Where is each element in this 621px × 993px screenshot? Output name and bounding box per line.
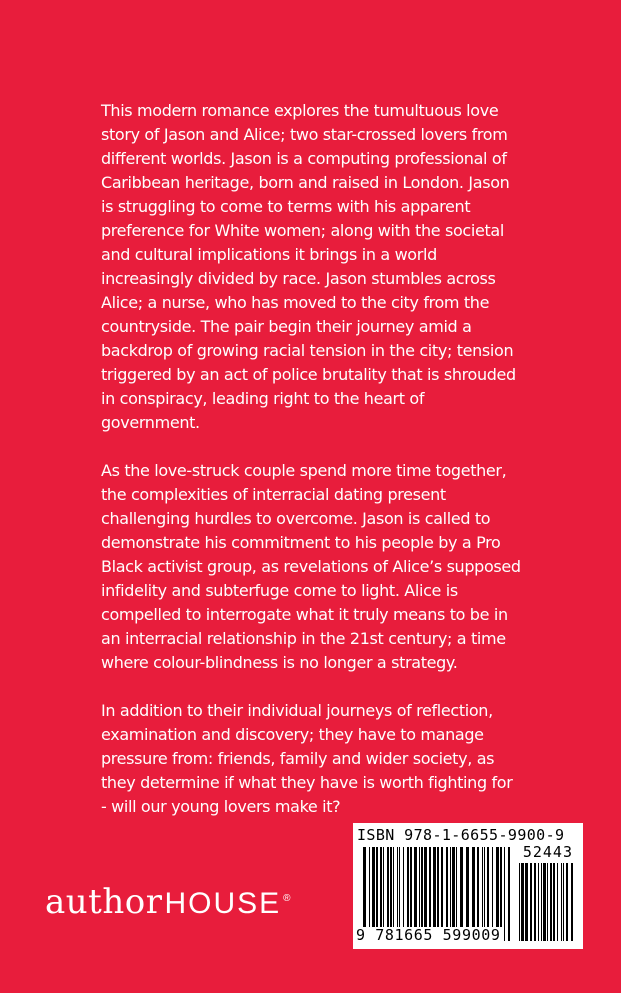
barcode-bar bbox=[547, 863, 548, 941]
blurb-paragraph-1: This modern romance explores the tumultuous love story of Jason and Alice; two star-crossed lovers from different worlds. Jason is a computing professional of Caribbean heritage, born and raised in London. Jason is struggling to come to terms with his apparent preference for White women; along with the societal and cultural implications it brings in a world increasingly divided by race. Jason stumbles across Alice; a nurse, who has moved to the city from the countryside. The pair begin their journey amid a backdrop of growing racial tension in the city; tension triggered by an act of police brutality that is shrouded in conspiracy, leading right to the heart of government. bbox=[101, 101, 516, 432]
registered-trademark-mark: ® bbox=[283, 893, 291, 904]
ean-digits: 9 781665 599009 bbox=[356, 926, 501, 944]
barcode-bar bbox=[530, 863, 532, 941]
barcode-bar bbox=[571, 863, 573, 941]
isbn-barcode-block bbox=[353, 823, 583, 949]
logo-author-text: author bbox=[45, 882, 163, 922]
barcode-bar bbox=[563, 863, 564, 941]
barcode-bar bbox=[521, 863, 524, 941]
barcode-bar bbox=[550, 863, 552, 941]
price-addon-digits: 52443 bbox=[522, 843, 573, 861]
barcode-bar bbox=[508, 847, 510, 941]
barcode-bar bbox=[557, 863, 558, 941]
barcode-bar bbox=[561, 863, 562, 941]
barcode-bar bbox=[566, 863, 568, 941]
barcode-bar bbox=[519, 863, 520, 941]
barcode-bar bbox=[504, 847, 505, 941]
barcode-bar bbox=[543, 863, 546, 941]
logo-house-text: HOUSE bbox=[164, 887, 282, 920]
blurb-paragraph-3: In addition to their individual journeys of reflection, examination and discovery; they have to manage pressure from: friends, family and wider society, as they determine if what they have is worth fighting for - will our young lovers make it? bbox=[101, 701, 513, 816]
isbn-label: ISBN 978-1-6655-9900-9 bbox=[357, 826, 565, 844]
publisher-logo bbox=[45, 879, 291, 925]
blurb-paragraph-2: As the love-struck couple spend more time together, the complexities of interracial dating present challenging hurdles to overcome. Jason is called to demonstrate his commitment to his people by a Pro Black activist group, as revelations of Alice’s supposed infidelity and subterfuge come to light. Alice is compelled to interrogate what it truly means to be in an interracial relationship in the 21st century; a time where colour-blindness is no longer a strategy. bbox=[101, 461, 521, 672]
barcode-bar bbox=[541, 863, 542, 941]
barcode-bar bbox=[538, 863, 539, 941]
barcode-bar bbox=[525, 863, 528, 941]
barcode-bar bbox=[534, 863, 536, 941]
back-cover-blurb bbox=[101, 99, 521, 819]
barcode-bar bbox=[553, 863, 555, 941]
